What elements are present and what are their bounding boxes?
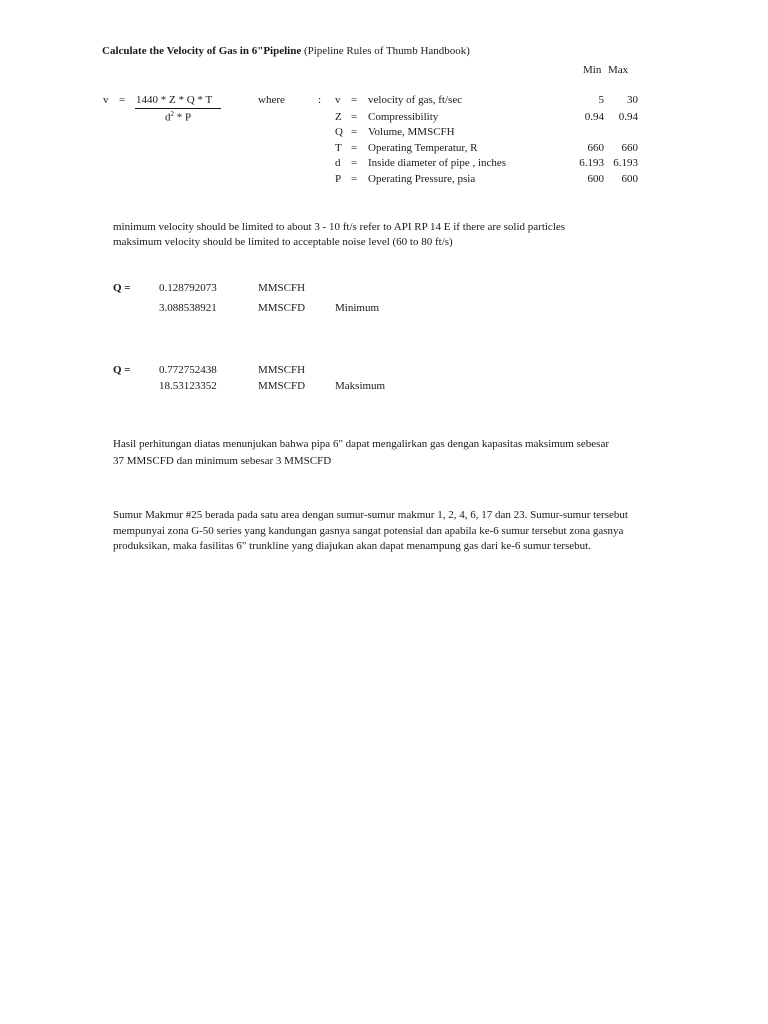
formula-denominator [165, 110, 191, 124]
variable-equals: = [351, 142, 358, 154]
result-min-mmscfd-unit: MMSCFD [258, 302, 306, 314]
variable-min-value: 600 [587, 173, 604, 185]
variable-symbol: d [335, 157, 341, 169]
variable-max-value: 600 [621, 173, 638, 185]
variable-description: Operating Temperatur, R [368, 142, 478, 154]
page-title [102, 45, 470, 57]
denominator-p: * P [174, 111, 192, 124]
variable-symbol: Z [335, 111, 342, 123]
title-bold: Calculate the Velocity of Gas in 6"Pipeline [102, 45, 302, 57]
note-maximum-velocity: maksimum velocity should be limited to acceptable noise level (60 to 80 ft/s) [113, 236, 453, 248]
min-header: Min [583, 64, 602, 76]
result-max-mmscfd-value: 18.53123352 [159, 380, 217, 392]
variable-max-value: 660 [621, 142, 638, 154]
variable-description: Inside diameter of pipe , inches [368, 157, 507, 169]
paragraph-line-1: Sumur Makmur #25 berada pada satu area dengan sumur-sumur makmur 1, 2, 4, 6, 17 dan 23. Sumur-sumur tersebut [113, 509, 628, 521]
result-max-label: Q = [113, 364, 131, 376]
variable-equals: = [351, 157, 358, 169]
conclusion-line-1: Hasil perhitungan diatas menunjukan bahwa pipa 6" dapat mengalirkan gas dengan kapasitas maksimum sebesar [113, 438, 609, 450]
variable-symbol: T [335, 142, 342, 154]
formula-numerator: 1440 * Z * Q * T [136, 94, 213, 106]
variable-equals: = [351, 94, 358, 106]
variable-symbol: v [335, 94, 341, 106]
variable-min-value: 0.94 [584, 111, 604, 123]
variable-max-value: 0.94 [618, 111, 638, 123]
fraction-bar [135, 108, 221, 109]
result-max-mmscfh-unit: MMSCFH [258, 364, 306, 376]
variable-equals: = [351, 126, 358, 138]
result-max-tag: Maksimum [335, 380, 386, 392]
variable-symbol: P [335, 173, 342, 185]
result-min-tag: Minimum [335, 302, 380, 314]
result-min-mmscfh-value: 0.128792073 [159, 282, 217, 294]
paragraph-line-2: mempunyai zona G-50 series yang kandungan gasnya sangat potensial dan apabila ke-6 sumur tersebut zona gasnya [113, 525, 624, 537]
result-max-mmscfh-value: 0.772752438 [159, 364, 217, 376]
variable-min-value: 6.193 [579, 157, 604, 169]
variable-description: Operating Pressure, psia [368, 173, 476, 185]
variable-max-value: 30 [627, 94, 638, 106]
variable-description: Volume, MMSCFH [368, 126, 455, 138]
variable-max-value: 6.193 [613, 157, 638, 169]
result-min-label: Q = [113, 282, 131, 294]
variable-equals: = [351, 173, 358, 185]
variable-description: Compressibility [368, 111, 439, 123]
title-source: (Pipeline Rules of Thumb Handbook) [303, 45, 470, 57]
variable-min-value: 660 [587, 142, 604, 154]
variable-equals: = [351, 111, 358, 123]
denominator-exponent: 2 [170, 110, 174, 118]
result-max-mmscfd-unit: MMSCFD [258, 380, 306, 392]
variable-description: velocity of gas, ft/sec [368, 94, 463, 106]
note-minimum-velocity: minimum velocity should be limited to about 3 - 10 ft/s refer to API RP 14 E if there are solid particles [113, 221, 566, 233]
variable-symbol: Q [335, 126, 343, 138]
result-min-mmscfh-unit: MMSCFH [258, 282, 306, 294]
where-colon: : [318, 94, 322, 106]
result-min-mmscfd-value: 3.088538921 [159, 302, 217, 314]
max-header: Max [608, 64, 629, 76]
conclusion-line-2: 37 MMSCFD dan minimum sebesar 3 MMSCFD [113, 455, 332, 467]
paragraph-line-3: produksikan, maka fasilitas 6" trunkline yang diajukan akan dapat menampung gas dari ke-6 sumur tersebut. [113, 540, 591, 552]
formula-lhs: v [103, 94, 109, 106]
where-label: where [258, 94, 285, 106]
variable-min-value: 5 [598, 94, 604, 106]
denominator-d: d [165, 111, 171, 124]
formula-equals: = [119, 94, 126, 106]
